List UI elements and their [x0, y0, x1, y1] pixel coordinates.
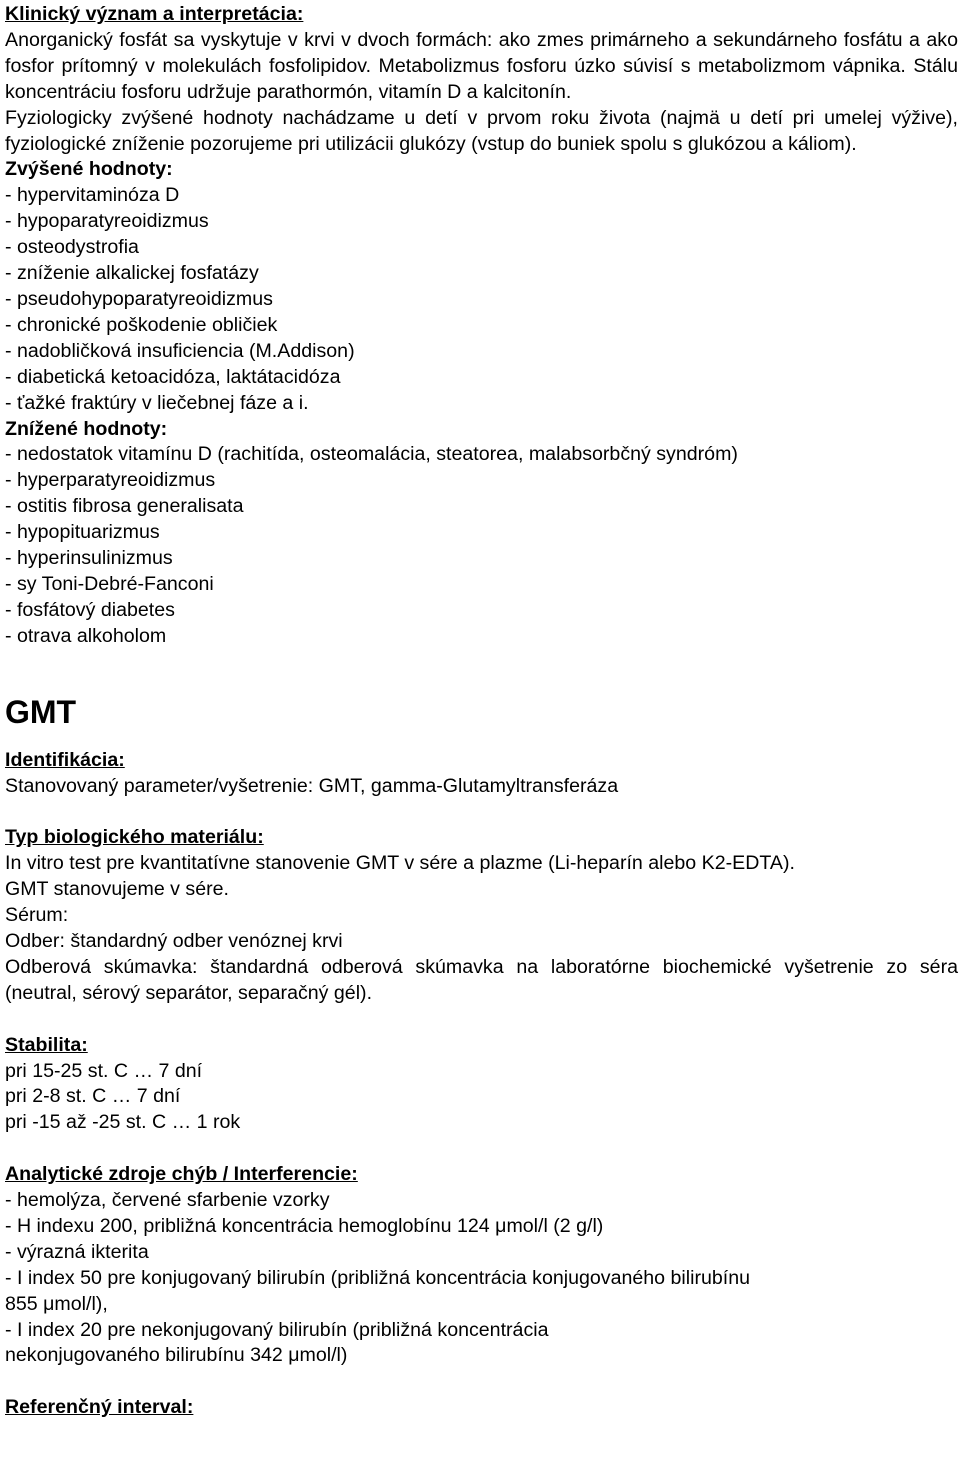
list-item: - fosfátový diabetes — [5, 598, 175, 621]
material-line-2: GMT stanovujeme v sére. — [5, 878, 229, 901]
list-item: - osteodystrofia — [5, 236, 139, 259]
collection-text: Odber: štandardný odber venóznej krvi — [5, 929, 343, 952]
clinical-significance-heading: Klinický význam a interpretácia: — [5, 3, 304, 25]
list-item: - hypoparatyreoidizmus — [5, 210, 209, 233]
spacer — [5, 799, 958, 825]
list-item: 855 μmol/l), — [5, 1292, 108, 1315]
reference-interval-heading: Referenčný interval: — [5, 1396, 194, 1419]
tube-text: Odberová skúmavka: štandardná odberová skúmavka na laboratórne biochemické vyšetrenie zo séra (neutral, sérový separátor, separačný gél). — [5, 955, 958, 1004]
stability-list — [5, 1059, 958, 1137]
list-item: nekonjugovaného bilirubínu 342 μmol/l) — [5, 1344, 348, 1367]
list-item: - diabetická ketoacidóza, laktátacidóza — [5, 365, 341, 388]
list-item: pri 2-8 st. C … 7 dní — [5, 1085, 181, 1108]
material-heading: Typ biologického materiálu: — [5, 826, 264, 849]
list-item: - nedostatok vitamínu D (rachitída, osteomalácia, steatorea, malabsorbčný syndróm) — [5, 443, 738, 466]
list-item: - otrava alkoholom — [5, 624, 167, 647]
list-item: - I index 50 pre konjugovaný bilirubín (približná koncentrácia konjugovaného bilirubínu — [5, 1266, 751, 1289]
list-item: - hyperinsulinizmus — [5, 547, 173, 570]
list-item: - nadobličková insuficiencia (M.Addison) — [5, 339, 355, 362]
material-line-1: In vitro test pre kvantitatívne stanovenie GMT v sére a plazme (Li-heparín alebo K2-EDTA). — [5, 852, 795, 875]
phosphate-paragraph-2: Fyziologicky zvýšené hodnoty nachádzame u detí v prvom roku života (najmä u detí pri umelej výžive), fyziologické zníženie pozorujeme pri utilizácii glukózy (vstup do buniek spolu s glukózou a káliom). — [5, 106, 958, 155]
serum-label: Sérum: — [5, 904, 69, 927]
phosphate-paragraph-1: Anorganický fosfát sa vyskytuje v krvi v dvoch formách: ako zmes primárneho a sekundárneho fosfátu a ako fosfor prítomný v molekulách fosfolipidov. Metabolizmus fosforu úzko súvisí s metabolizmom vápnika. Stálu koncentráciu fosforu udržuje parathormón, vitamín D a kalcitonín. — [5, 28, 958, 103]
identification-text: Stanovovaný parameter/vyšetrenie: GMT, gamma-Glutamyltransferáza — [5, 774, 619, 797]
gmt-section-title: GMT — [5, 693, 77, 730]
decreased-values-list — [5, 442, 958, 649]
list-item: - hypopituarizmus — [5, 521, 160, 544]
list-item: - ťažké fraktúry v liečebnej fáze a i. — [5, 391, 309, 414]
interference-heading: Analytické zdroje chýb / Interferencie: — [5, 1163, 358, 1186]
list-item: - zníženie alkalickej fosfatázy — [5, 262, 259, 285]
list-item: - hyperparatyreoidizmus — [5, 469, 216, 492]
spacer — [5, 1136, 958, 1162]
list-item: - pseudohypoparatyreoidizmus — [5, 287, 273, 310]
interference-list — [5, 1188, 958, 1369]
spacer — [5, 650, 958, 686]
stability-heading: Stabilita: — [5, 1033, 88, 1056]
spacer — [5, 1007, 958, 1033]
list-item: - výrazná ikterita — [5, 1240, 149, 1263]
identification-heading: Identifikácia: — [5, 748, 125, 771]
list-item: - hemolýza, červené sfarbenie vzorky — [5, 1189, 330, 1212]
list-item: - hypervitaminóza D — [5, 184, 180, 207]
increased-values-title: Zvýšené hodnoty: — [5, 158, 173, 181]
increased-values-list — [5, 183, 958, 416]
spacer — [5, 1369, 958, 1395]
list-item: pri -15 až -25 st. C … 1 rok — [5, 1111, 241, 1134]
list-item: - ostitis fibrosa generalisata — [5, 495, 244, 518]
list-item: - sy Toni-Debré-Fanconi — [5, 572, 214, 595]
list-item: - I index 20 pre nekonjugovaný bilirubín (približná koncentrácia — [5, 1318, 549, 1341]
document-page — [5, 2, 958, 1421]
list-item: pri 15-25 st. C … 7 dní — [5, 1059, 203, 1082]
list-item: - chronické poškodenie obličiek — [5, 313, 278, 336]
decreased-values-title: Znížené hodnoty: — [5, 417, 168, 440]
list-item: - H indexu 200, približná koncentrácia hemoglobínu 124 μmol/l (2 g/l) — [5, 1214, 604, 1237]
